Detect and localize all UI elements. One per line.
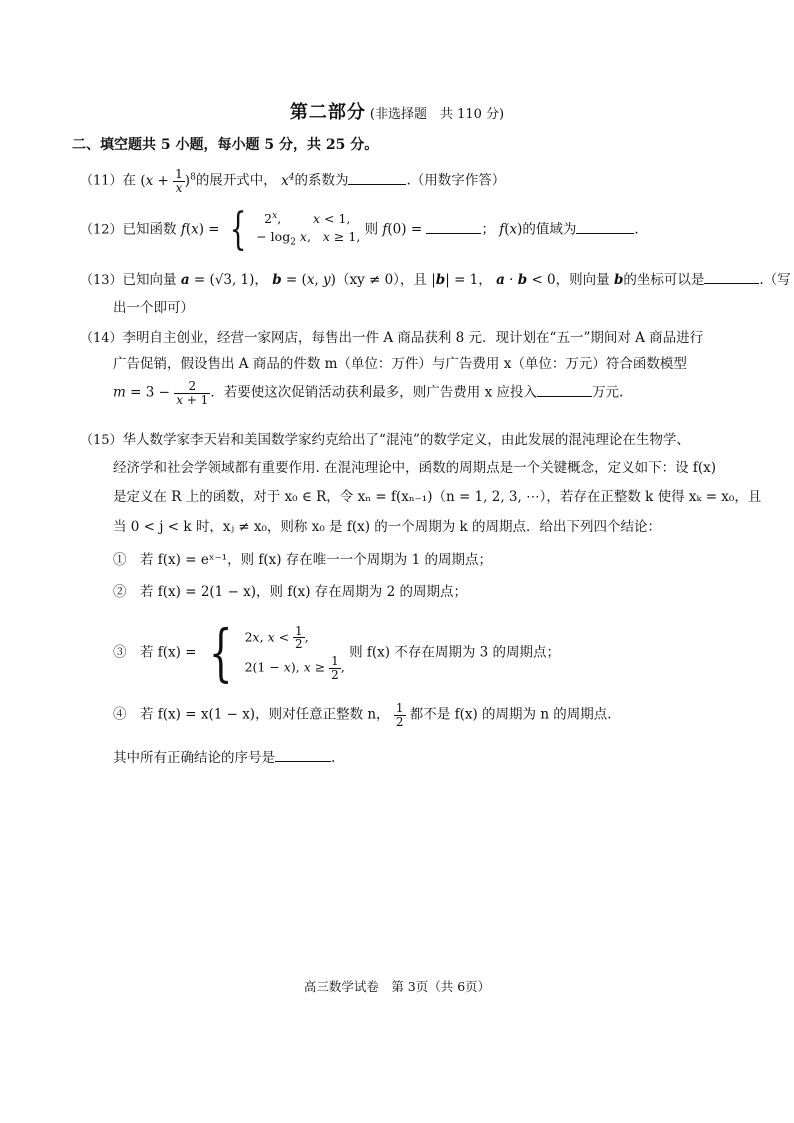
c3-text: ③ 若 f(x) = xyxy=(113,644,197,661)
question-number: （15） xyxy=(80,433,123,448)
conclusion-3 xyxy=(113,616,560,689)
q11-text: .（用数字作答） xyxy=(406,172,506,189)
q11-text: 的系数为 xyxy=(294,172,349,189)
q13-continuation: 出一个即可） xyxy=(113,300,194,316)
answer-blank[interactable] xyxy=(275,747,331,762)
closing-text: . xyxy=(331,750,336,766)
q15-line: 当 0 < j < k 时，xⱼ ≠ x₀，则称 x₀ 是 f(x) 的一个周期为 k 的周期点．给出下列四个结论： xyxy=(113,519,662,535)
piecewise-definition: 2$^x$, x < 1, − $\log_2 x$, x ≥ 1, xyxy=(256,211,361,248)
q14-text: ．若要使这次促销活动获利最多，则广告费用 x 应投入 xyxy=(210,384,538,401)
q11-text: 的展开式中， xyxy=(195,172,277,189)
question-12: （12）已知函数 f(x) = { 2$^x$, x < 1, − $\log_2 x$, x ≥ 1, 则 f(0) = ； f(x)的值域为 . xyxy=(80,204,639,255)
question-number: （12） xyxy=(80,222,123,238)
question-number: （11） xyxy=(80,173,123,189)
conclusion-2: ② 若 f(x) = 2(1 − x)，则 f(x) 存在周期为 2 的周期点； xyxy=(113,584,467,600)
q13-text: ， xyxy=(478,272,492,288)
piecewise-definition: 2x, x < $\frac{1}{2}$ , 2(1 − x), x ≥ $\frac{1}{2}$ , xyxy=(244,623,345,682)
q12-text: . xyxy=(634,221,639,238)
q14-text: 万元. xyxy=(592,384,624,401)
question-number: （13） xyxy=(80,273,123,288)
c3-text: 则 f(x) 不存在周期为 3 的周期点； xyxy=(349,644,560,661)
q14-text: 李明自主创业，经营一家网店，每售出一件 A 商品获利 8 元．现计划在“五一”期间对 A 商品进行 xyxy=(122,330,704,346)
page-title xyxy=(0,98,794,124)
q15-line: 是定义在 R 上的函数，对于 x₀ ∈ R，令 xₙ = f(xₙ₋₁)（n = 1, 2, 3, ⋯），若存在正整数 k 使得 xₖ = x₀，且 xyxy=(113,489,762,505)
q13-text: 已知向量 xyxy=(122,272,177,288)
page-footer: 高三数学试卷 第 3页（共 6页） xyxy=(303,979,491,994)
left-brace: { xyxy=(229,204,247,255)
question-14 xyxy=(80,326,703,346)
q14-model-line: m = 3 − $\frac{2}{x + 1}$ ．若要使这次促销活动获利最多，则广告费用 x 应投入 万元. xyxy=(113,379,624,407)
answer-blank[interactable] xyxy=(704,269,759,284)
section-heading: 二、填空题共 5 小题，每小题 5 分，共 25 分。 xyxy=(72,137,379,153)
q15-text: 华人数学家李天岩和美国数学家约克给出了“混沌”的数学定义，由此发展的混沌理论在生物学、 xyxy=(122,432,690,448)
c4-text: ④ 若 f(x) = x(1 − x)，则对任意正整数 n， xyxy=(113,706,390,723)
question-13: （13）已知向量 a = (√3, 1)， b = (x, y)（xy ≠ 0），且 |b| = 1， a · b < 0，则向量 b的坐标可以是 .（写 xyxy=(80,268,791,288)
q13-text: ，则向量 xyxy=(555,272,610,288)
q12-text: 则 xyxy=(364,221,379,238)
answer-blank[interactable] xyxy=(576,219,634,234)
c4-text: 都不是 f(x) 的周期为 n 的周期点. xyxy=(409,706,612,723)
left-brace: { xyxy=(208,616,233,689)
answer-blank[interactable] xyxy=(537,382,592,397)
question-15 xyxy=(80,428,690,448)
question-11 xyxy=(80,168,505,194)
q11-text: 在 xyxy=(122,172,137,189)
answer-blank[interactable] xyxy=(348,170,406,185)
closing-text: 其中所有正确结论的序号是 xyxy=(113,750,275,766)
q12-text: 的值域为 xyxy=(522,221,577,238)
q13-text: （xy ≠ 0），且 xyxy=(335,272,427,288)
q12-text: 已知函数 xyxy=(122,221,177,238)
q15-closing xyxy=(113,746,335,766)
q13-text: .（写 xyxy=(759,272,791,288)
q13-text: 的坐标可以是 xyxy=(623,272,705,288)
part-title: 第二部分 xyxy=(289,102,366,123)
part-subtitle: (非选择题 共 110 分) xyxy=(369,107,505,122)
answer-blank[interactable] xyxy=(426,219,481,234)
conclusion-1: ① 若 f(x) = eˣ⁻¹，则 f(x) 存在唯一一个周期为 1 的周期点； xyxy=(113,552,492,568)
question-number: （14） xyxy=(80,331,123,346)
q11-term: $x^4$ xyxy=(281,172,295,189)
conclusion-4: ④ 若 f(x) = x(1 − x)，则对任意正整数 n， $\frac{1}{2}$ 都不是 f(x) 的周期为 n 的周期点. xyxy=(113,701,612,729)
q11-expression: (x + $\frac{1}{x}$ )$^8$ xyxy=(140,167,196,195)
q14-line: 广告促销，假设售出 A 商品的件数 m（单位：万件）与广告费用 x（单位：万元）符合函数模型 xyxy=(113,356,687,372)
q15-line: 经济学和社会学领域都有重要作用. 在混沌理论中，函数的周期点是一个关键概念，定义如下：设 f(x) xyxy=(113,460,717,476)
q12-text: ； xyxy=(481,221,495,238)
